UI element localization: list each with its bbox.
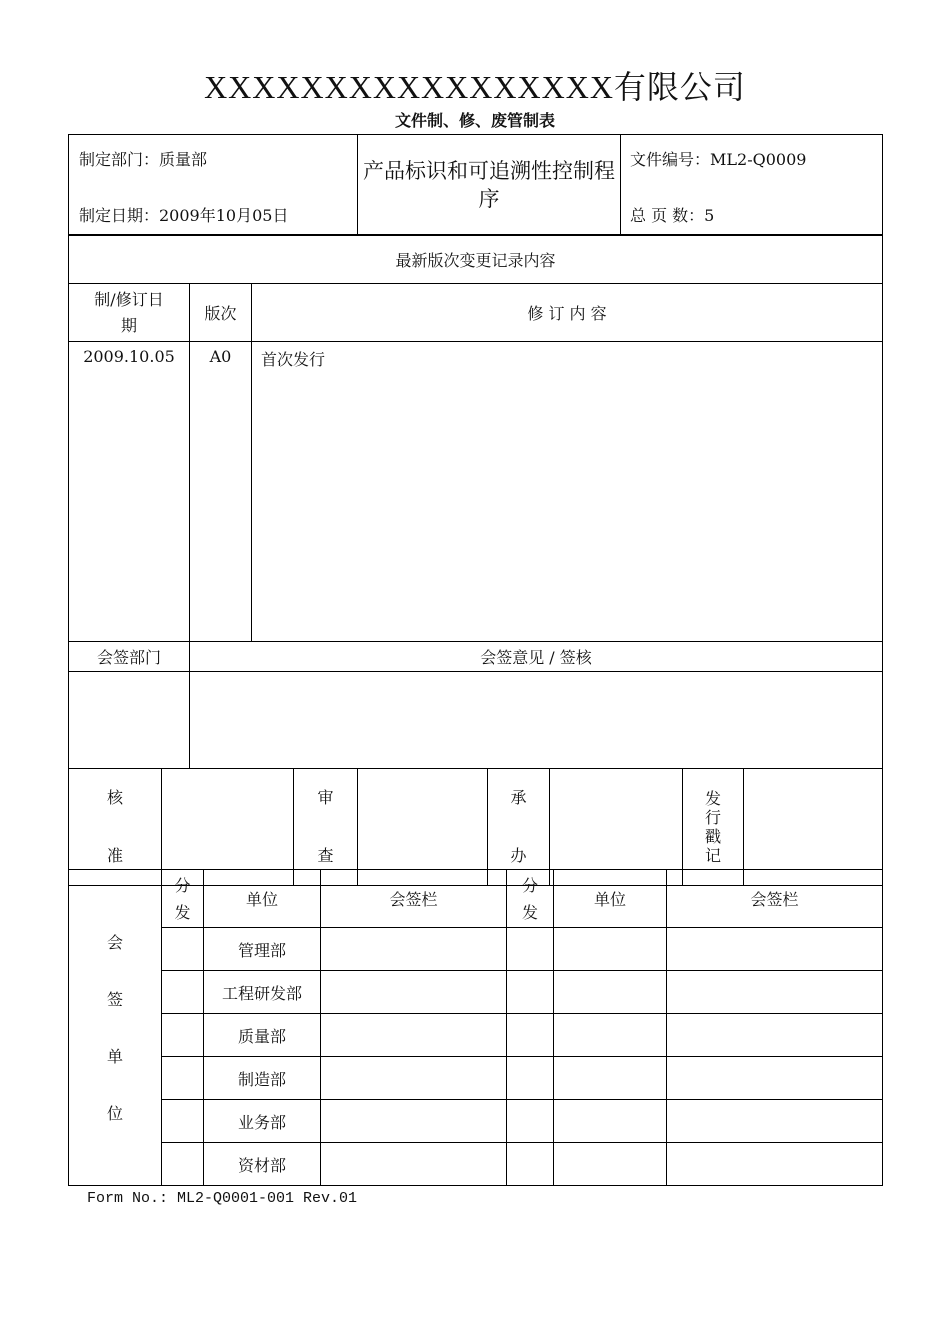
unit-name: 工程研发部 xyxy=(204,971,321,1014)
table-row xyxy=(69,971,883,1014)
countersign-unit-side-label: 会 签 单 位 xyxy=(69,870,162,1186)
review-char-2: 查 xyxy=(317,846,334,865)
review-label-cell xyxy=(294,769,358,886)
revision-version: A0 xyxy=(209,347,232,366)
unit-name: 资材部 xyxy=(204,1143,321,1186)
sign-header-left: 会签栏 xyxy=(321,870,507,928)
sign-cell[interactable] xyxy=(667,1143,883,1186)
unit-name: 业务部 xyxy=(204,1100,321,1143)
dist-check-cell[interactable] xyxy=(162,1143,204,1186)
unit-name-empty xyxy=(554,928,667,971)
countersign-opinion-cell[interactable] xyxy=(190,672,883,769)
unit-name: 质量部 xyxy=(204,1014,321,1057)
revision-section-title: 最新版次变更记录内容 xyxy=(69,235,883,284)
countersign-dept-header: 会签部门 xyxy=(69,642,190,672)
review-sign-cell[interactable] xyxy=(358,769,488,886)
table-row xyxy=(69,1100,883,1143)
col-header-date: 制/修订日期 xyxy=(69,284,190,342)
sign-cell[interactable] xyxy=(321,1100,507,1143)
table-row xyxy=(69,1014,883,1057)
unit-name-empty xyxy=(554,1143,667,1186)
company-title: XXXXXXXXXXXXXXXXX有限公司 xyxy=(204,69,746,105)
sign-cell[interactable] xyxy=(667,1014,883,1057)
handle-label-cell xyxy=(488,769,550,886)
dept-label: 制定部门：质量部 xyxy=(79,150,208,169)
dist-check-cell[interactable] xyxy=(507,1014,554,1057)
sign-cell[interactable] xyxy=(321,1143,507,1186)
handle-char-1: 承 xyxy=(510,788,527,807)
sign-cell[interactable] xyxy=(321,928,507,971)
issue-stamp-cell[interactable] xyxy=(744,769,883,886)
dist-check-cell[interactable] xyxy=(162,1057,204,1100)
doc-title: 产品标识和可追溯性控制程序 xyxy=(363,159,615,211)
col-header-content: 修 订 内 容 xyxy=(252,284,883,342)
dist-header-left: 分发 xyxy=(162,870,204,928)
dist-check-cell[interactable] xyxy=(162,1014,204,1057)
form-number: Form No.: ML2-Q0001-001 Rev.01 xyxy=(87,1190,358,1207)
unit-name-empty xyxy=(554,971,667,1014)
approve-char-2: 准 xyxy=(106,846,123,865)
table-row xyxy=(69,1143,883,1186)
form-subtitle: 文件制、修、废管制表 xyxy=(394,111,555,130)
unit-name-empty xyxy=(554,1100,667,1143)
sign-header-right: 会签栏 xyxy=(667,870,883,928)
doc-no-label: 文件编号：ML2-Q0009 xyxy=(630,150,807,169)
sign-cell[interactable] xyxy=(321,1057,507,1100)
sign-cell[interactable] xyxy=(667,1100,883,1143)
handle-sign-cell[interactable] xyxy=(550,769,683,886)
dist-check-cell[interactable] xyxy=(507,1100,554,1143)
dist-check-cell[interactable] xyxy=(507,1143,554,1186)
dist-check-cell[interactable] xyxy=(162,1100,204,1143)
col-header-version: 版次 xyxy=(190,284,252,342)
approve-sign-cell[interactable] xyxy=(162,769,294,886)
dist-check-cell[interactable] xyxy=(162,928,204,971)
sign-cell[interactable] xyxy=(321,1014,507,1057)
approve-label-cell xyxy=(69,769,162,886)
date-label: 制定日期：2009年10月05日 xyxy=(79,206,289,225)
unit-name-empty xyxy=(554,1057,667,1100)
distribution-table xyxy=(68,869,883,1186)
dept-date-cell xyxy=(69,135,358,236)
sign-cell[interactable] xyxy=(667,1057,883,1100)
issue-stamp-label: 发行戳记 xyxy=(704,789,721,865)
dist-check-cell[interactable] xyxy=(507,928,554,971)
dist-check-cell[interactable] xyxy=(507,1057,554,1100)
review-char-1: 审 xyxy=(317,788,334,807)
pages-label: 总 页 数：5 xyxy=(630,206,715,225)
unit-name: 制造部 xyxy=(204,1057,321,1100)
sign-cell[interactable] xyxy=(667,971,883,1014)
unit-name: 管理部 xyxy=(204,928,321,971)
revision-date: 2009.10.05 xyxy=(83,347,175,366)
countersign-opinion-header: 会签意见 / 签核 xyxy=(190,642,883,672)
handle-char-2: 办 xyxy=(510,846,527,865)
doc-title-cell xyxy=(358,135,621,236)
table-row xyxy=(69,928,883,971)
sign-cell[interactable] xyxy=(667,928,883,971)
unit-header-left: 单位 xyxy=(204,870,321,928)
sign-cell[interactable] xyxy=(321,971,507,1014)
doc-no-cell xyxy=(621,135,883,236)
dist-check-cell[interactable] xyxy=(507,971,554,1014)
doc-info-table xyxy=(68,134,883,236)
unit-name-empty xyxy=(554,1014,667,1057)
revision-date-cell xyxy=(69,342,190,642)
unit-header-right: 单位 xyxy=(554,870,667,928)
countersign-dept-cell[interactable] xyxy=(69,672,190,769)
revision-table xyxy=(68,234,883,769)
revision-content-cell xyxy=(252,342,883,642)
table-row xyxy=(69,1057,883,1100)
approve-char-1: 核 xyxy=(106,788,123,807)
dist-header-right: 分发 xyxy=(507,870,554,928)
dist-check-cell[interactable] xyxy=(162,971,204,1014)
revision-content: 首次发行 xyxy=(261,350,326,369)
revision-version-cell xyxy=(190,342,252,642)
issue-stamp-label-cell xyxy=(683,769,744,886)
